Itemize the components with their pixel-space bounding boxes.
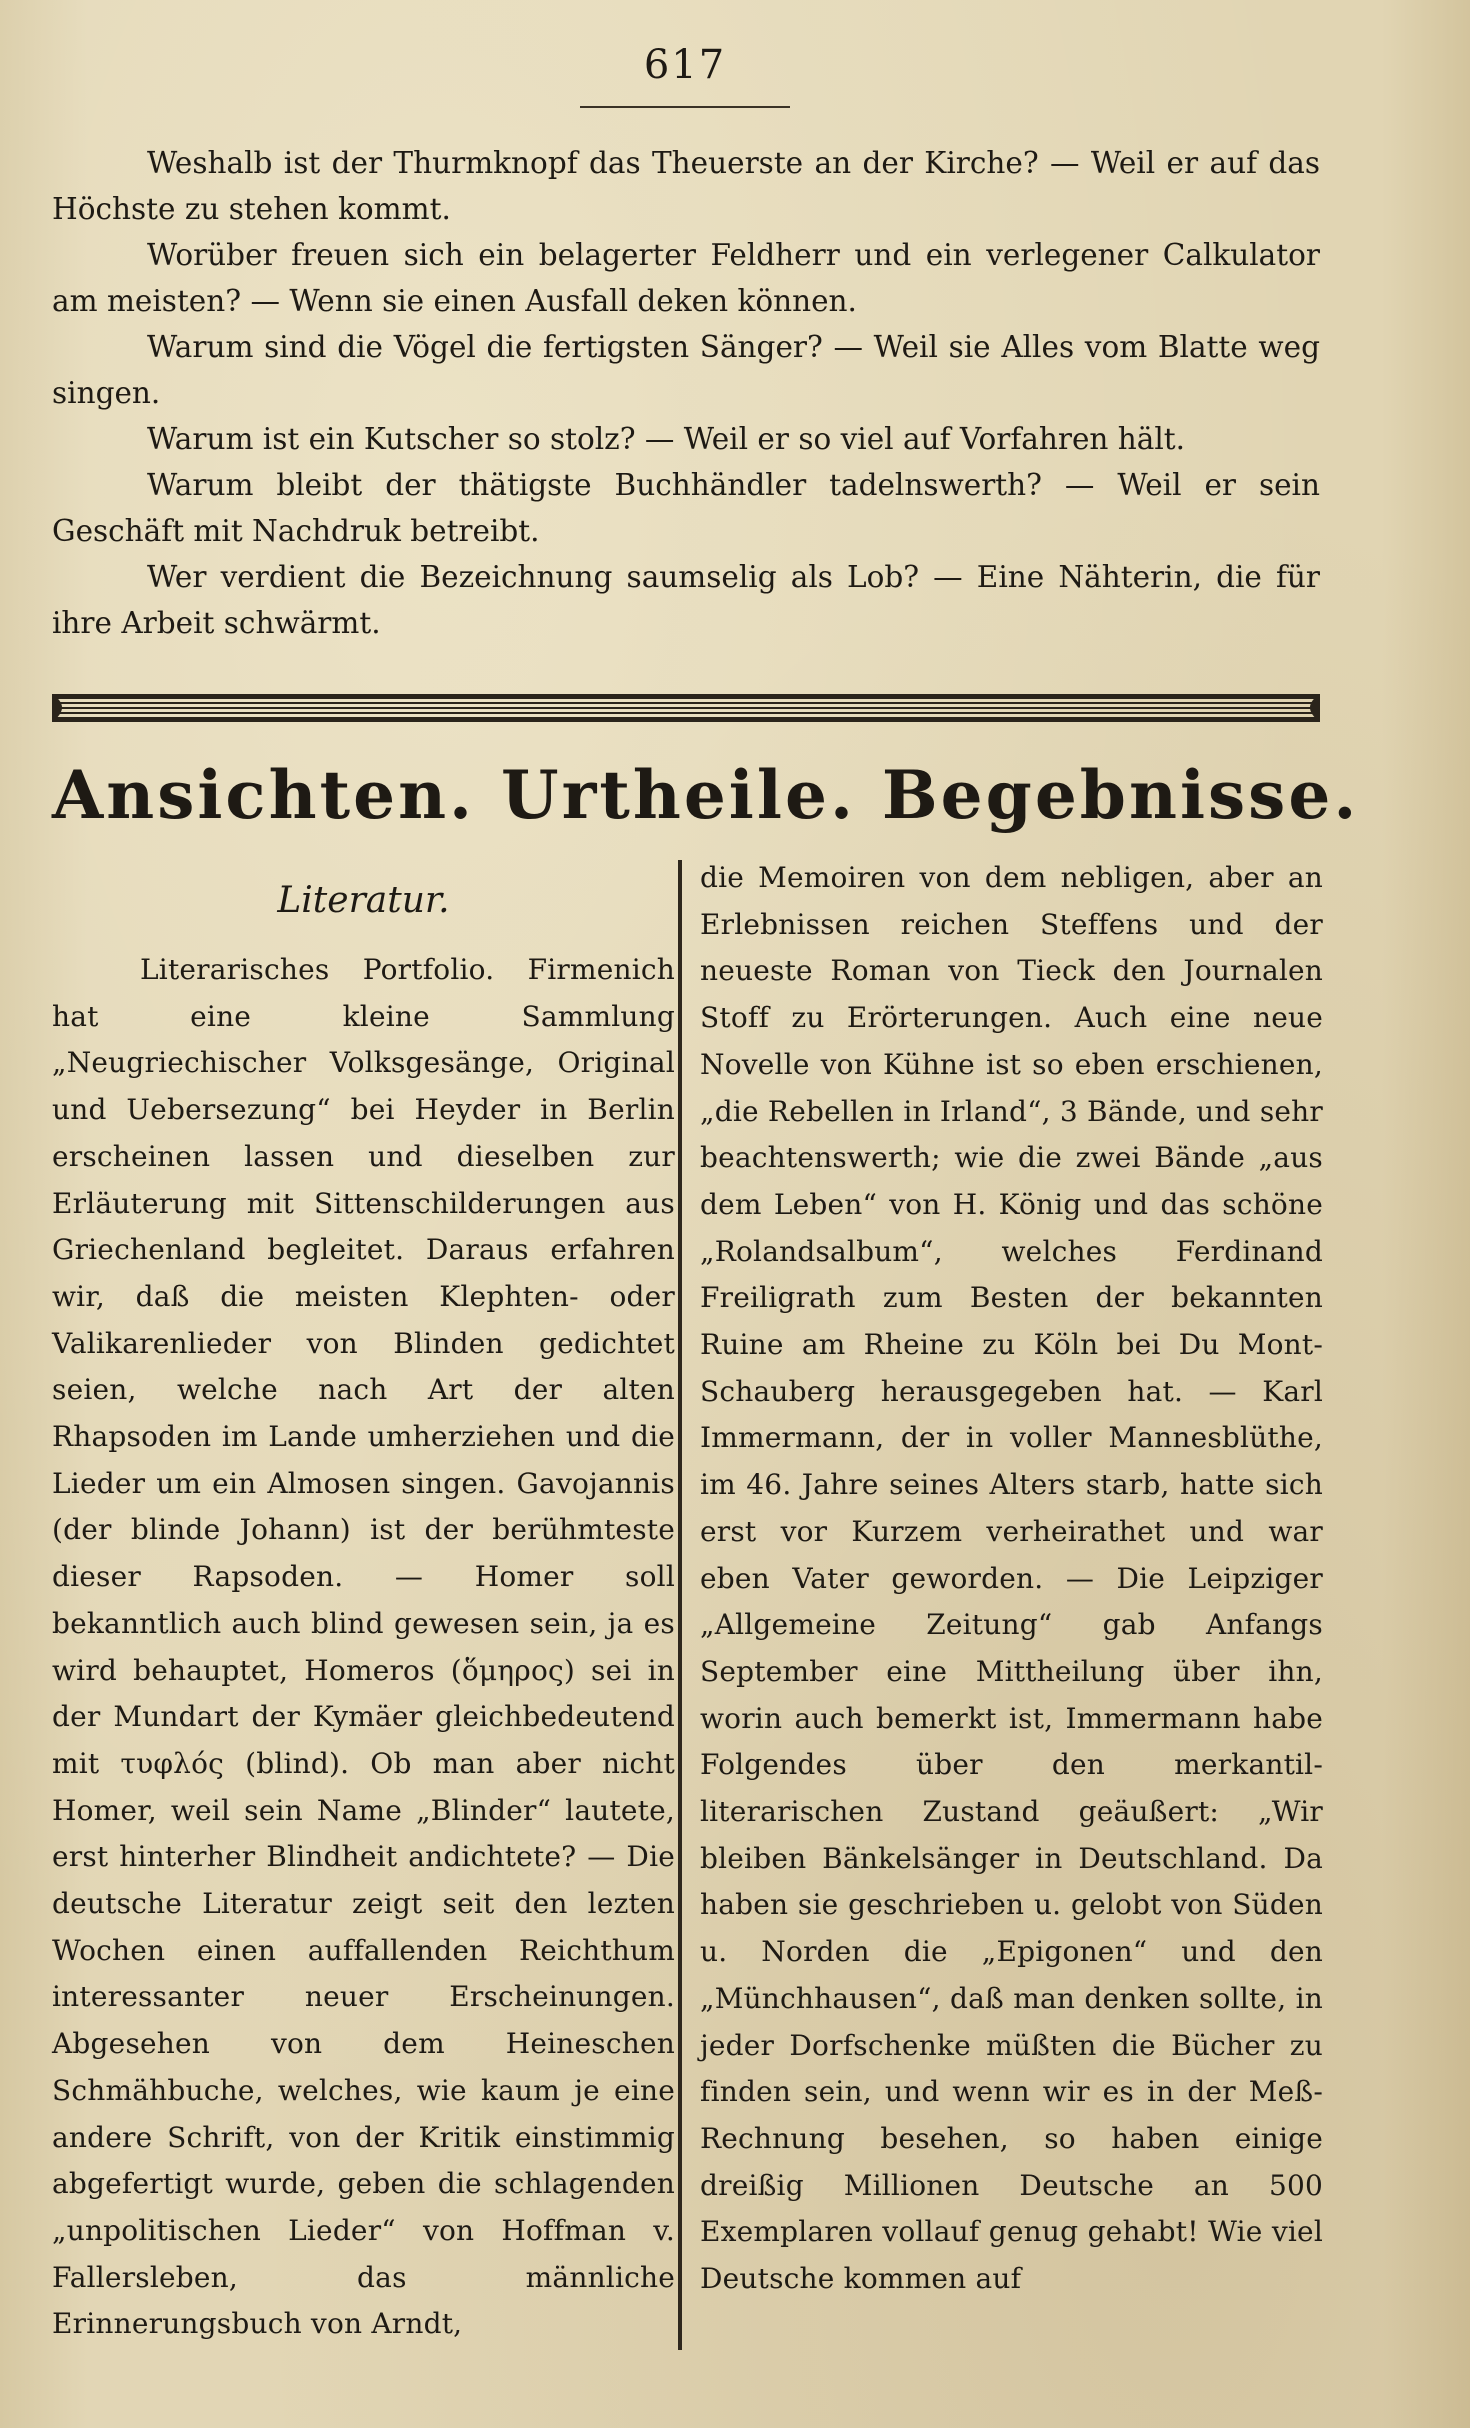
riddle-1: Weshalb ist der Thurmknopf das Theuerste an der Kirche? — Weil er auf das Höchste zu stehen kommt. <box>52 146 1320 226</box>
ornamental-divider <box>52 690 1320 724</box>
riddles-section <box>52 140 1320 646</box>
riddle-3: Warum sind die Vögel die fertigsten Sänger? — Weil sie Alles vom Blatte weg singen. <box>52 330 1320 410</box>
riddle-2: Worüber freuen sich ein belagerter Feldherr und ein verlegener Calkulator am meisten? — Wenn sie einen Ausfall deken können. <box>52 238 1320 318</box>
page-number-rule <box>580 106 790 108</box>
column-rule <box>678 860 682 2350</box>
page-number: 617 <box>643 42 727 88</box>
right-column <box>700 855 1323 2303</box>
section-heading: Ansichten. Urtheile. Begebnisse. <box>52 756 1360 834</box>
left-column <box>52 855 675 2348</box>
subheading-literatur: Literatur. <box>277 880 450 921</box>
riddle-6: Wer verdient die Bezeichnung saumselig als Lob? — Eine Nähterin, die für ihre Arbeit schwärmt. <box>52 560 1320 640</box>
riddle-5: Warum bleibt der thätigste Buchhändler tadelnswerth? — Weil er sein Geschäft mit Nachdruk betreibt. <box>52 468 1320 548</box>
left-column-text: Literarisches Portfolio. Firmenich hat eine kleine Sammlung „Neugriechischer Volksgesänge, Original und Uebersezung“ bei Heyder in Berlin erscheinen lassen und dieselben zur Erläuterung mit Sittenschilderungen aus Griechenland begleitet. Daraus erfahren wir, daß die meisten Klephten- oder Valikarenlieder von Blinden gedichtet seien, welche nach Art der alten Rhapsoden im Lande umherziehen und die Lieder um ein Almosen singen. Gavojannis (der blinde Johann) ist der berühmteste dieser Rapsoden. — Homer soll bekanntlich auch blind gewesen sein, ja es wird behauptet, Homeros (ὅμηρος) sei in der Mundart der Kymäer gleichbedeutend mit τυφλός (blind). Ob man aber nicht Homer, weil sein Name „Blinder“ lautete, erst hinterher Blindheit andichtete? — Die deutsche Literatur zeigt seit den lezten Wochen einen auffallenden Reichthum interessanter neuer Erscheinungen. Abgesehen von dem Heineschen Schmähbuche, welches, wie kaum je eine andere Schrift, von der Kritik einstimmig abgefertigt wurde, geben die schlagenden „unpolitischen Lieder“ von Hoffman v. Fallersleben, das männliche Erinnerungsbuch von Arndt, <box>52 953 675 2341</box>
riddle-4: Warum ist ein Kutscher so stolz? — Weil er so viel auf Vorfahren hält. <box>147 422 1186 456</box>
right-column-text: die Memoiren von dem nebligen, aber an Erlebnissen reichen Steffens und der neueste Roman von Tieck den Journalen Stoff zu Erörterungen. Auch eine neue Novelle von Kühne ist so eben erschienen, „die Rebellen in Irland“, 3 Bände, und sehr beachtenswerth; wie die zwei Bände „aus dem Leben“ von H. König und das schöne „Rolandsalbum“, welches Ferdinand Freiligrath zum Besten der bekannten Ruine am Rheine zu Köln bei Du Mont-Schauberg herausgegeben hat. — Karl Immermann, der in voller Mannesblüthe, im 46. Jahre seines Alters starb, hatte sich erst vor Kurzem verheirathet und war eben Vater geworden. — Die Leipziger „Allgemeine Zeitung“ gab Anfangs September eine Mittheilung über ihn, worin auch bemerkt ist, Immermann habe Folgendes über den merkantil-literarischen Zustand geäußert: „Wir bleiben Bänkelsänger in Deutschland. Da haben sie geschrieben u. gelobt von Süden u. Norden die „Epigonen“ und den „Münchhausen“, daß man denken sollte, in jeder Dorfschenke müßten die Bücher zu finden sein, und wenn wir es in der Meß-Rechnung besehen, so haben einige dreißig Millionen Deutsche an 500 Exemplaren vollauf genug gehabt! Wie viel Deutsche kommen auf <box>700 861 1323 2296</box>
